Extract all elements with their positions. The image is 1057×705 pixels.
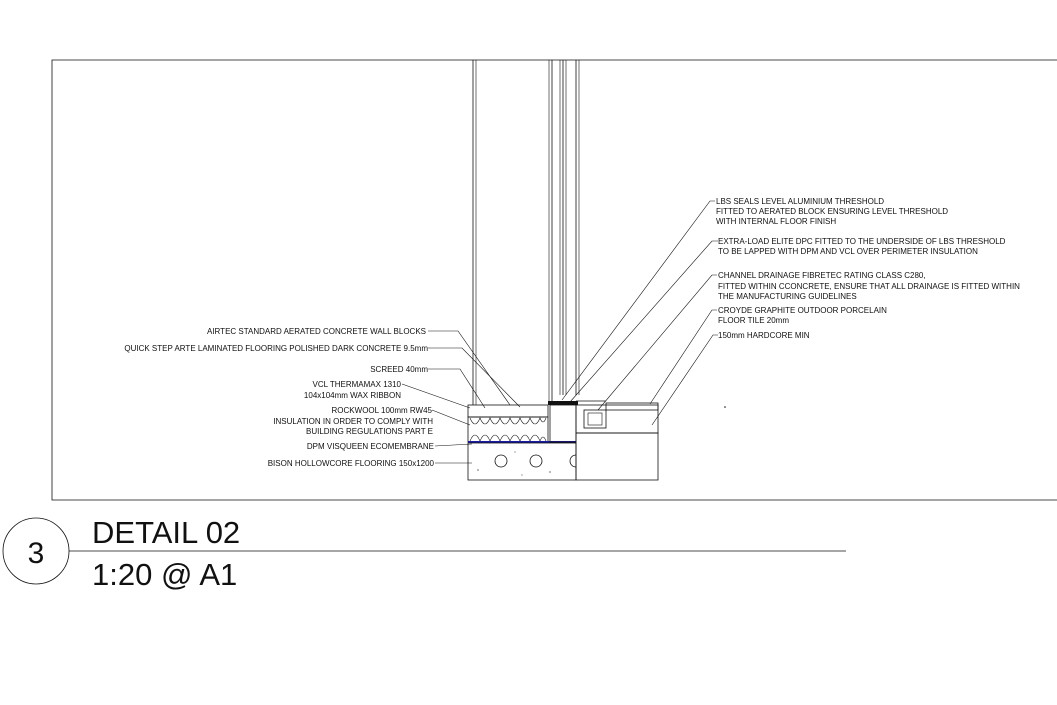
label-threshold-line3: WITH INTERNAL FLOOR FINISH	[716, 217, 837, 226]
label-screed: SCREED 40mm	[370, 365, 428, 374]
label-dpm: DPM VISQUEEN ECOMEMBRANE	[306, 442, 434, 451]
label-laminate: QUICK STEP ARTE LAMINATED FLOORING POLISHED DARK CONCRETE 9.5mm	[124, 344, 428, 353]
detail-number: 3	[27, 537, 45, 570]
detail-title: DETAIL 02	[92, 515, 241, 550]
viewport-frame	[52, 60, 1057, 500]
label-dpc-line2: TO BE LAPPED WITH DPM AND VCL OVER PERIMETER INSULATION	[718, 247, 978, 256]
label-threshold: LBS SEALS LEVEL ALUMINIUM THRESHOLD	[716, 197, 885, 206]
left-labels	[124, 327, 434, 468]
label-drainage-line3: THE MANUFACTURING GUIDELINES	[718, 292, 857, 301]
wall-section	[473, 60, 579, 405]
label-wax-ribbon: 104x104mm WAX RIBBON	[303, 391, 401, 400]
right-labels	[716, 197, 1020, 340]
detail-scale: 1:20 @ A1	[92, 557, 238, 592]
detail-title-block	[3, 515, 846, 592]
label-vcl: VCL THERMAMAX 1310	[312, 380, 401, 389]
label-wall-blocks: AIRTEC STANDARD AERATED CONCRETE WALL BLOCKS	[206, 327, 426, 336]
label-rockwool-line2: INSULATION IN ORDER TO COMPLY WITH	[273, 417, 433, 426]
label-porcelain: CROYDE GRAPHITE OUTDOOR PORCELAIN	[718, 306, 887, 315]
label-porcelain-line2: FLOOR TILE 20mm	[718, 316, 789, 325]
label-dpc: EXTRA-LOAD ELITE DPC FITTED TO THE UNDERSIDE OF LBS THRESHOLD	[718, 237, 1006, 246]
label-drainage-line2: FITTED WITHIN CCONCRETE, ENSURE THAT ALL DRAINAGE IS FITTED WITHIN	[718, 282, 1020, 291]
label-hollowcore: BISON HOLLOWCORE FLOORING 150x1200	[267, 459, 434, 468]
label-rockwool-line3: BUILDING REGULATIONS PART E	[306, 427, 433, 436]
label-hardcore: 150mm HARDCORE MIN	[718, 331, 810, 340]
label-drainage: CHANNEL DRAINAGE FIBRETEC RATING CLASS C280,	[718, 271, 926, 280]
label-threshold-line2: FITTED TO AERATED BLOCK ENSURING LEVEL THRESHOLD	[716, 207, 949, 216]
right-leaders	[562, 201, 718, 425]
floor-buildup	[468, 401, 658, 480]
label-rockwool: ROCKWOOL 100mm RW45	[331, 406, 432, 415]
